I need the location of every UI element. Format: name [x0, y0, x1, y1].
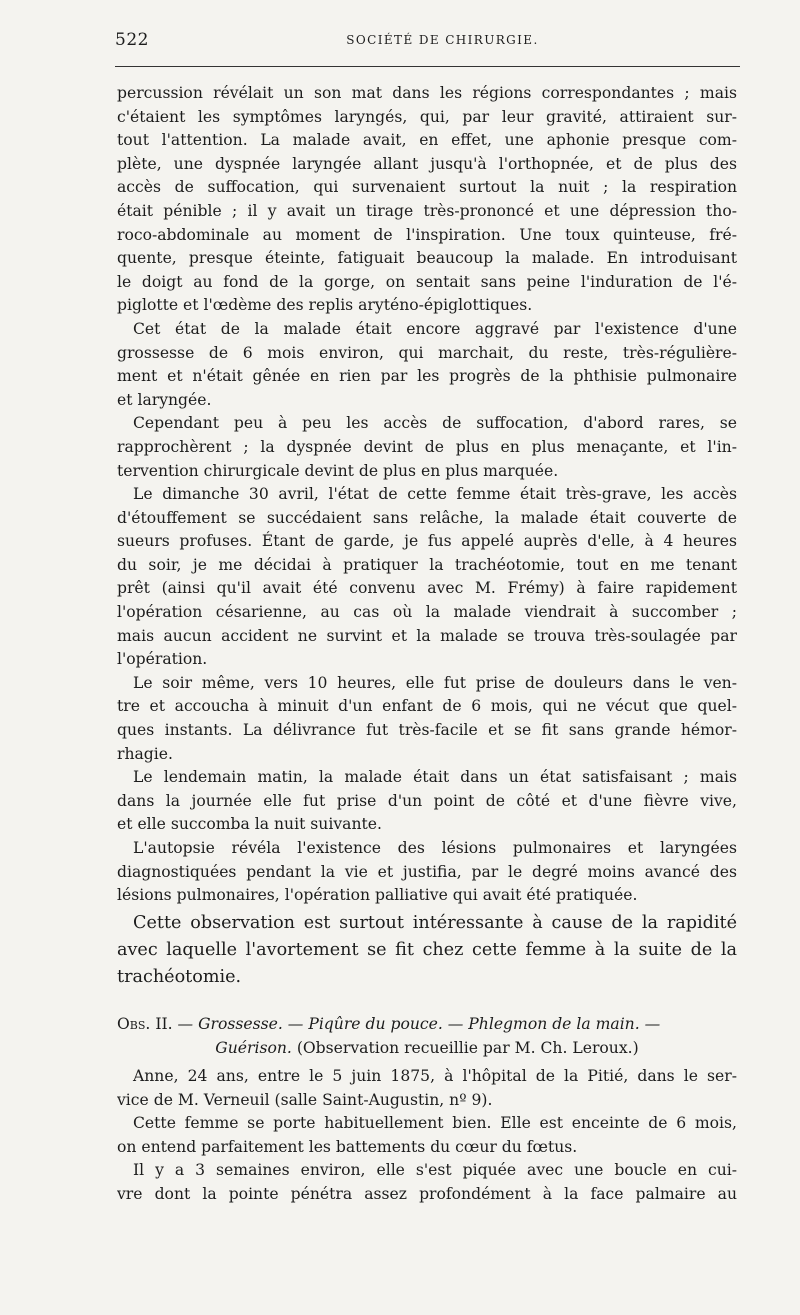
text-line: L'autopsie révéla l'existence des lésions pulmonaires et laryngées	[133, 839, 737, 857]
text-line: on entend parfaitement les battements du cœur du fœtus.	[117, 1137, 578, 1156]
observation-heading	[117, 1012, 737, 1060]
main-text	[117, 82, 737, 908]
text-line: l'opération césarienne, au cas où la malade viendrait à succomber ;	[117, 603, 737, 622]
text-line: accès de suffocation, qui survenaient surtout la nuit ; la respiration	[117, 178, 737, 197]
text-line: vre dont la pointe pénétra assez profondément à la face palmaire au	[117, 1184, 737, 1203]
text-line: tervention chirurgicale devint de plus en plus marquée.	[117, 461, 559, 480]
text-line: du soir, je me décidai à pratiquer la trachéotomie, tout en me tenant	[117, 555, 737, 574]
text-line: Cette femme se porte habituellement bien. Elle est enceinte de 6 mois,	[133, 1114, 737, 1133]
text-line: piglotte et l'œdème des replis aryténo-épiglottiques.	[117, 296, 533, 315]
text-line: mais aucun accident ne survint et la malade se trouva très-soulagée par	[117, 626, 737, 645]
observation-title-main: — Grossesse. — Piqûre du pouce. — Phlegmon de la main. —	[172, 1015, 661, 1033]
text-line: avec laquelle l'avortement se fit chez cette femme à la suite de la	[117, 940, 737, 960]
text-line: ques instants. La délivrance fut très-facile et se fit sans grande hémor-	[117, 721, 737, 740]
text-line: lésions pulmonaires, l'opération palliative qui avait été pratiquée.	[117, 886, 638, 905]
text-line: l'opération.	[117, 650, 208, 669]
observation-source: (Observation recueillie par M. Ch. Leroux.)	[291, 1039, 639, 1057]
observation-label: Obs. II.	[117, 1015, 173, 1033]
observation-title-line-1	[117, 1012, 737, 1036]
text-line: le doigt au fond de la gorge, on sentait sans peine l'induration de l'é-	[117, 272, 737, 291]
text-line: Le dimanche 30 avril, l'état de cette femme était très-grave, les accès	[133, 485, 737, 504]
text-line: Il y a 3 semaines environ, elle s'est piquée avec une boucle en cui-	[133, 1161, 737, 1180]
text-line: Anne, 24 ans, entre le 5 juin 1875, à l'hôpital de la Pitié, dans le ser-	[133, 1067, 737, 1085]
text-line: dans la journée elle fut prise d'un point de côté et d'une fièvre vive,	[117, 791, 737, 810]
text-line: c'étaient les symptômes laryngés, qui, par leur gravité, attiraient sur-	[117, 107, 737, 126]
page-header	[115, 30, 740, 56]
observation-outcome: Guérison.	[215, 1039, 292, 1057]
text-line: roco-abdominale au moment de l'inspiration. Une toux quinteuse, fré-	[117, 225, 737, 244]
text-line: tout l'attention. La malade avait, en effet, une aphonie presque com-	[117, 131, 737, 150]
observation-text	[117, 1065, 737, 1207]
text-line: trachéotomie.	[117, 967, 242, 987]
text-line: grossesse de 6 mois environ, qui marchait, du reste, très-régulière-	[117, 343, 737, 362]
text-line: rhagie.	[117, 744, 173, 763]
text-line: d'étouffement se succédaient sans relâche, la malade était couverte de	[117, 508, 737, 527]
page-number: 522	[115, 30, 149, 50]
text-line: rapprochèrent ; la dyspnée devint de plus en plus menaçante, et l'in-	[117, 437, 737, 456]
text-line: tre et accoucha à minuit d'un enfant de 6 mois, qui ne vécut que quel-	[117, 697, 737, 716]
text-line: ment et n'était gênée en rien par les progrès de la phthisie pulmonaire	[117, 367, 737, 386]
text-line: percussion révélait un son mat dans les régions correspondantes ; mais	[117, 84, 737, 102]
running-title: SOCIÉTÉ DE CHIRURGIE.	[346, 33, 539, 47]
text-line: quente, presque éteinte, fatiguait beaucoup la malade. En introduisant	[117, 249, 737, 268]
text-line: sueurs profuses. Étant de garde, je fus appelé auprès d'elle, à 4 heures	[117, 532, 737, 551]
text-line: Le lendemain matin, la malade était dans un état satisfaisant ; mais	[133, 768, 737, 787]
text-line: vice de M. Verneuil (salle Saint-Augustin, nº 9).	[117, 1090, 493, 1109]
text-line: et laryngée.	[117, 390, 212, 409]
text-line: était pénible ; il y avait un tirage très-prononcé et une dépression tho-	[117, 201, 737, 220]
header-rule	[115, 66, 740, 67]
text-line: Cet état de la malade était encore aggravé par l'existence d'une	[133, 319, 737, 338]
text-line: plète, une dyspnée laryngée allant jusqu'à l'orthopnée, et de plus des	[117, 154, 737, 173]
text-line: prêt (ainsi qu'il avait été convenu avec M. Frémy) à faire rapidement	[117, 579, 737, 598]
observation-title-line-2	[117, 1036, 737, 1060]
commentary-paragraph	[117, 910, 737, 991]
text-line: Le soir même, vers 10 heures, elle fut prise de douleurs dans le ven-	[133, 673, 737, 692]
text-line: et elle succomba la nuit suivante.	[117, 815, 382, 834]
text-line: Cependant peu à peu les accès de suffocation, d'abord rares, se	[133, 414, 737, 433]
text-line: Cette observation est surtout intéressante à cause de la rapidité	[133, 913, 737, 933]
text-line: diagnostiquées pendant la vie et justifia, par le degré moins avancé des	[117, 862, 737, 881]
